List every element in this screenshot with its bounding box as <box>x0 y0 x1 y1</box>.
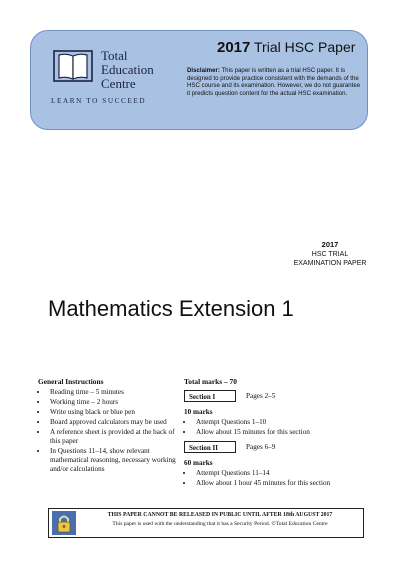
section-2-pages: Pages 6–9 <box>246 443 276 451</box>
section-1-marks: 10 marks <box>184 408 213 416</box>
section-2-header <box>184 441 364 455</box>
general-instructions-heading: General Instructions <box>38 377 104 386</box>
logo-line-3: Centre <box>101 76 136 91</box>
list-item: • In Questions 11–14, show relevant mathematical reasoning, necessary working and/or calculations <box>48 447 186 474</box>
list-item: • Working time – 2 hours <box>48 398 186 407</box>
tec-logo <box>51 45 181 127</box>
paper-title <box>217 39 355 56</box>
section-1-header <box>184 390 364 404</box>
list-item: • Reading time – 5 minutes <box>48 388 186 397</box>
logo-wordmark <box>101 49 154 91</box>
general-instructions-list <box>38 388 186 474</box>
release-notice: THIS PAPER CANNOT BE RELEASED IN PUBLIC UNTIL AFTER 18th AUGUST 2017 <box>107 512 333 518</box>
list-item: • Write using black or blue pen <box>48 408 186 417</box>
section-1-list <box>184 418 364 437</box>
exam-meta <box>280 240 380 269</box>
section-2-label: Section II <box>184 441 236 453</box>
open-book-icon <box>51 45 95 89</box>
list-item: • Allow about 15 minutes for this section <box>194 428 364 437</box>
section-1-label: Section I <box>184 390 236 402</box>
general-instructions <box>38 377 186 475</box>
paper-title-text: Trial HSC Paper <box>254 39 356 55</box>
section-2-marks: 60 marks <box>184 459 213 467</box>
list-item: • Board approved calculators may be used <box>48 418 186 427</box>
disclaimer <box>187 67 363 97</box>
subject-title: Mathematics Extension 1 <box>48 296 294 321</box>
section-2-list <box>184 469 364 488</box>
list-item: • Attempt Questions 11–14 <box>194 469 364 478</box>
list-item: • Allow about 1 hour 45 minutes for this section <box>194 479 364 488</box>
logo-line-1: Total <box>101 48 128 63</box>
disclaimer-label: Disclaimer: <box>187 67 220 74</box>
security-footer <box>48 508 364 538</box>
meta-year: 2017 <box>321 240 339 249</box>
logo-tagline: LEARN TO SUCCEED <box>51 97 147 105</box>
list-item: • Attempt Questions 1–10 <box>194 418 364 427</box>
header-banner <box>30 30 368 130</box>
meta-exam-paper: EXAMINATION PAPER <box>293 260 367 267</box>
marks-breakdown <box>184 377 364 489</box>
disclaimer-text: This paper is written as a trial HSC paper. It is designed to provide practice consistent with the demands of the HSC course and its examination. However, we do not guarantee it predicts question content for the actual HSC examination. <box>187 67 361 97</box>
logo-line-2: Education <box>101 62 154 77</box>
list-item: • A reference sheet is provided at the back of this paper <box>48 428 186 446</box>
paper-year: 2017 <box>217 39 251 56</box>
padlock-icon <box>51 510 77 536</box>
section-1-pages: Pages 2–5 <box>246 392 276 400</box>
total-marks: Total marks – 70 <box>184 377 237 386</box>
meta-hsc-trial: HSC TRIAL <box>311 250 349 258</box>
security-notice: This paper is used with the understanding that it has a Security Period. ©Total Education Centre <box>112 521 328 527</box>
